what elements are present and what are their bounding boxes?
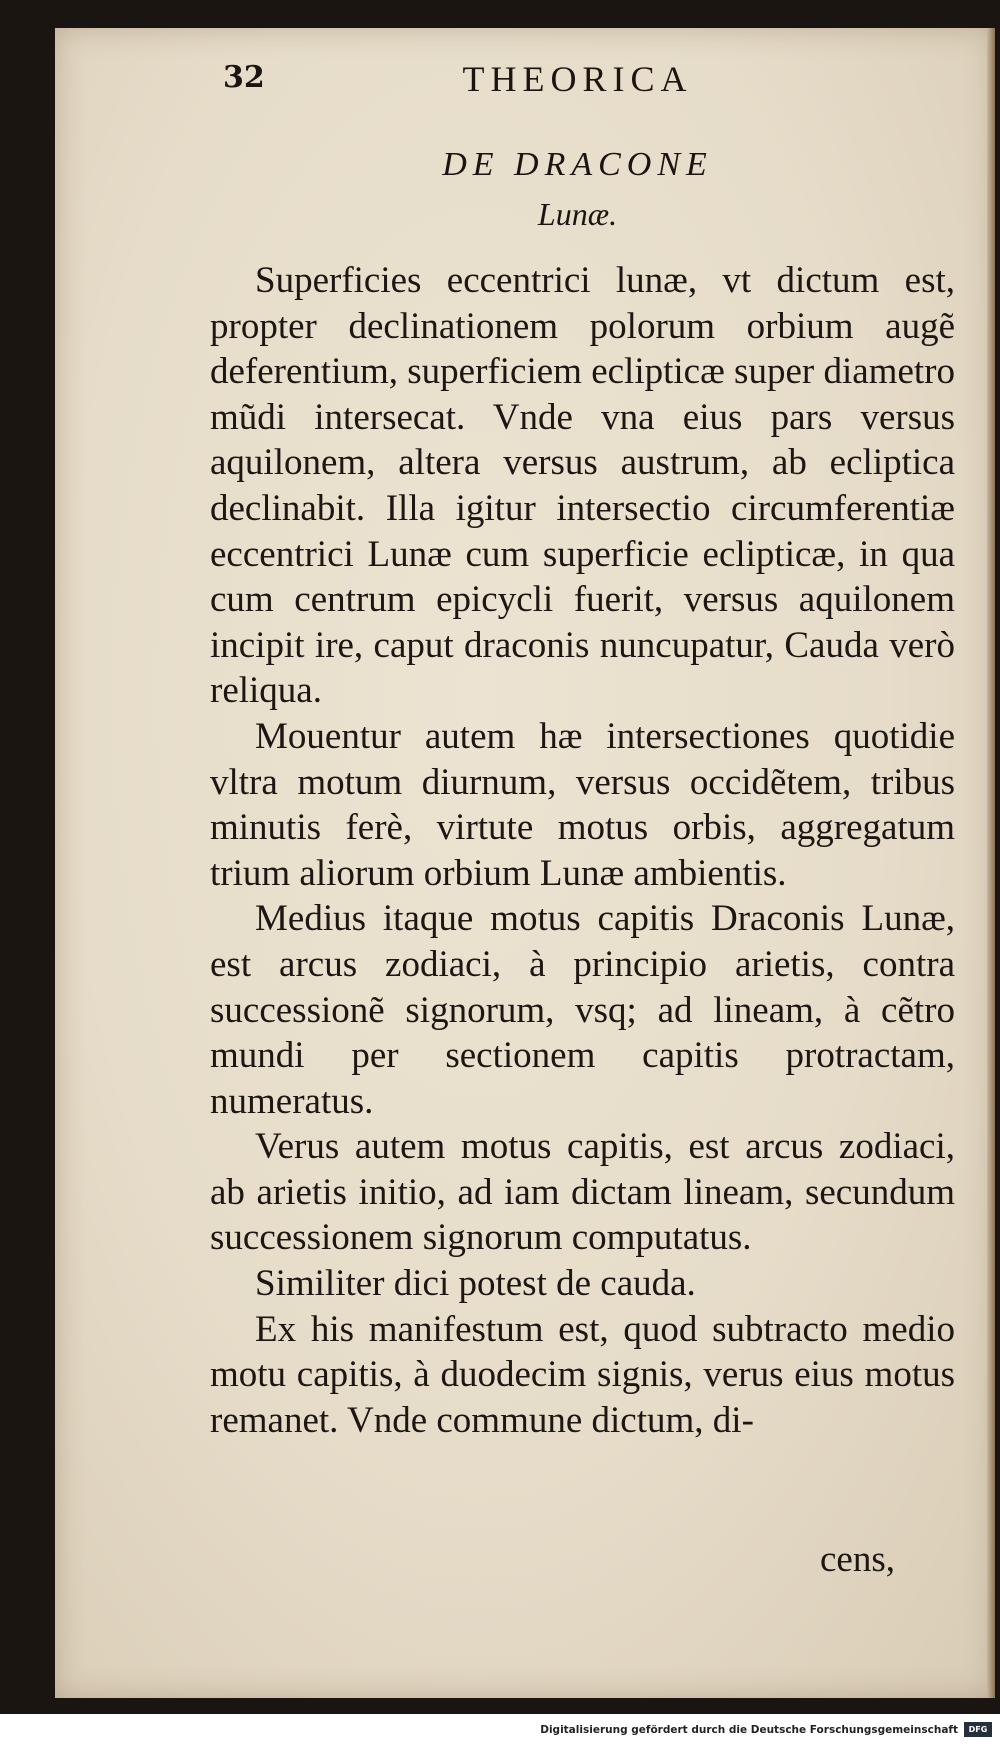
paragraph-text: Mouentur autem hæ intersectiones quotidie vltra motum diurnum, versus occidẽtem, tribus minutis ferè, virtute motus orbis, aggregatum trium aliorum orbium Lunæ ambientis.: [210, 715, 955, 894]
paragraph: [210, 1307, 955, 1444]
paragraph: [210, 714, 955, 896]
funding-credit: Digitalisierung gefördert durch die Deutsche Forschungsgemeinschaft: [540, 1724, 958, 1736]
paragraph-text: Superficies eccentrici lunæ, vt dictum est, propter declinationem polorum orbium augẽ deferentium, superficiem eclipticæ super diametro mũdi intersecat. Vnde vna eius pars versus aquilonem, altera versus austrum, ab ecliptica declinabit. Illa igitur intersectio circumferentiæ eccentrici Lunæ cum superficie eclipticæ, in qua cum centrum epicycli fuerit, versus aquilonem incipit ire, caput draconis nuncupatur, Cauda verò reliqua.: [210, 260, 955, 712]
paragraph: [210, 258, 955, 714]
page-number: 32: [223, 60, 265, 95]
page-edge: [987, 28, 995, 1698]
chapter-title: DE DRACONE: [442, 146, 713, 183]
paragraph-text: Verus autem motus capitis, est arcus zodiaci, ab arietis initio, ad iam dictam lineam, secundum successionem signorum computatus.: [210, 1126, 955, 1259]
running-title: THEORICA: [462, 59, 693, 99]
body-text: [210, 258, 955, 1443]
paragraph: [210, 1261, 955, 1307]
footer-bar: [0, 1714, 1000, 1746]
paragraph-text: Medius itaque motus capitis Draconis Lunæ, est arcus zodiaci, à principio arietis, contra successionẽ signorum, vsq; ad lineam, à cẽtro mundi per sectionem capitis protractam, numeratus.: [210, 898, 955, 1122]
paragraph-text: Similiter dici potest de cauda.: [255, 1263, 696, 1305]
chapter-subtitle: Lunæ.: [537, 196, 618, 232]
book-page: [55, 28, 995, 1698]
dfg-logo-icon: DFG: [964, 1722, 992, 1737]
paragraph: [210, 896, 955, 1124]
catchword: cens,: [820, 1539, 895, 1580]
paragraph-text: Ex his manifestum est, quod subtracto medio motu capitis, à duodecim signis, verus eius motus remanet. Vnde commune dictum, di-: [210, 1308, 955, 1441]
paragraph: [210, 1124, 955, 1261]
